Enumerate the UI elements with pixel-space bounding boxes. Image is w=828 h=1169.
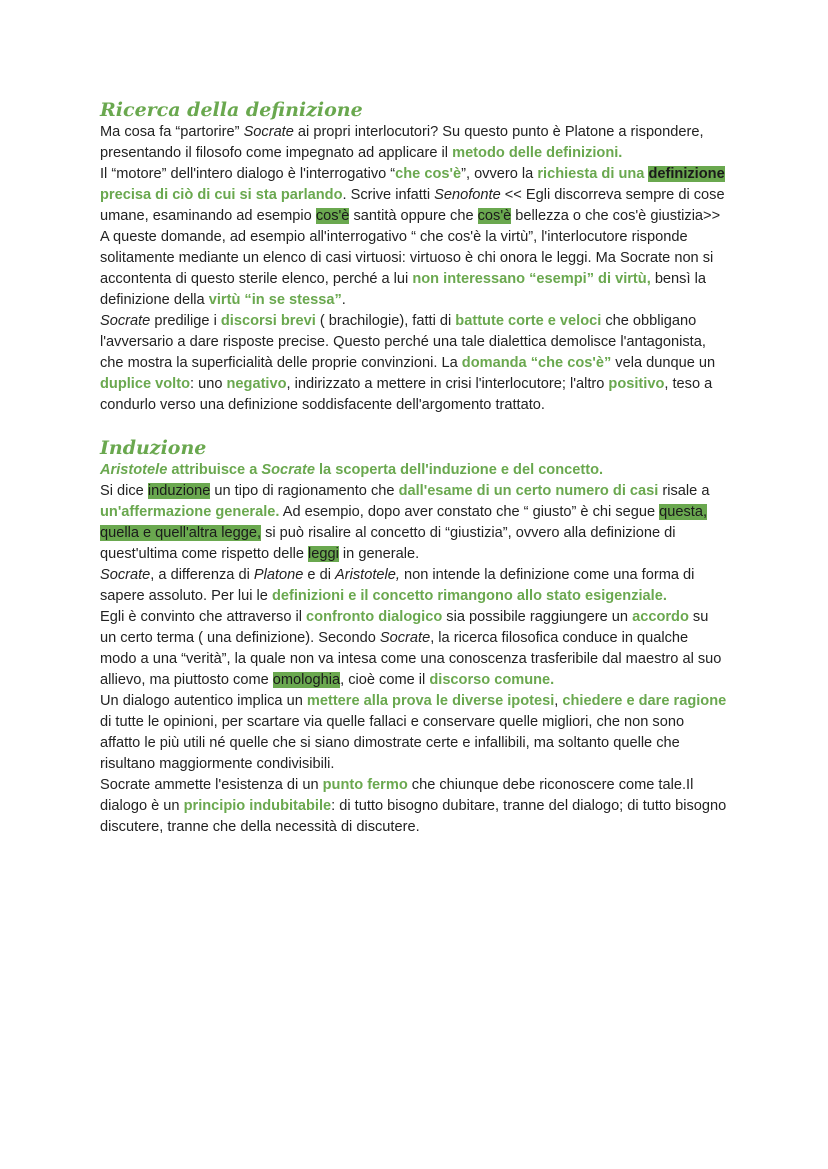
emphasis: la scoperta dell'induzione e del concetto. bbox=[314, 462, 604, 478]
paragraph bbox=[100, 227, 728, 311]
emphasis: precisa di ciò di cui si sta parlando bbox=[100, 187, 343, 203]
text-italic: Senofonte bbox=[434, 187, 501, 203]
paragraph bbox=[100, 481, 728, 565]
paragraph bbox=[100, 565, 728, 607]
text: Ad esempio, dopo aver constato che “ giusto” è chi segue bbox=[279, 504, 660, 520]
text: Egli è convinto che attraverso il bbox=[100, 609, 307, 625]
emphasis: un'affermazione generale. bbox=[100, 504, 280, 520]
text: , teso a condurlo verso una definizione soddisfacente dell'argomento trattato. bbox=[100, 376, 713, 413]
emphasis: negativo bbox=[226, 376, 287, 392]
paragraph bbox=[100, 164, 728, 227]
text-italic: Socrate bbox=[100, 567, 151, 583]
heading-ricerca-definizione: Ricerca della definizione bbox=[100, 99, 363, 121]
text-italic: Socrate bbox=[379, 630, 431, 646]
emphasis: principio indubitabile bbox=[183, 798, 332, 814]
paragraph bbox=[100, 460, 728, 481]
emphasis: discorsi brevi bbox=[220, 313, 316, 329]
text: , la ricerca filosofica conduce in qualche modo a una “verità”, la quale non va intesa come una conoscenza trasferibile dal maestro al suo allievo, ma piuttosto come bbox=[100, 630, 722, 688]
text: Si dice bbox=[100, 483, 148, 499]
text: . bbox=[341, 292, 346, 308]
text: ”, ovvero la bbox=[461, 166, 538, 182]
text: non intende la definizione come una forma di sapere assoluto. Per lui le bbox=[100, 567, 695, 604]
text: << Egli discorreva sempre di cose umane, esaminando ad esempio bbox=[100, 187, 725, 224]
emphasis: discorso comune. bbox=[429, 672, 555, 688]
text: Il “motore” dell'intero dialogo è l'interrogativo “ bbox=[100, 166, 396, 182]
text: . Scrive infatti bbox=[342, 187, 435, 203]
text: un tipo di ragionamento che bbox=[210, 483, 399, 499]
text: , cioè come il bbox=[340, 672, 430, 688]
paragraph bbox=[100, 775, 728, 838]
emphasis: definizioni e il concetto rimangono allo stato esigenziale. bbox=[271, 588, 667, 604]
text: bellezza o che cos'è giustizia>> bbox=[511, 208, 721, 224]
highlight: omologhia bbox=[272, 672, 341, 688]
highlight: leggi bbox=[308, 546, 339, 562]
text-italic: Platone bbox=[253, 567, 304, 583]
text: predilige i bbox=[150, 313, 221, 329]
paragraph bbox=[100, 607, 728, 691]
text: , indirizzato a mettere in crisi l'interlocutore; l'altro bbox=[286, 376, 609, 392]
emphasis: accordo bbox=[632, 609, 689, 625]
emphasis: mettere alla prova le diverse ipotesi bbox=[306, 693, 555, 709]
paragraph bbox=[100, 122, 728, 164]
section-ricerca-definizione bbox=[100, 98, 728, 416]
text: si può risalire al concetto di “giustizia”, ovvero alla definizione di quest'ultima come rispetto delle bbox=[100, 525, 676, 562]
emphasis: non interessano “esempi” di virtù, bbox=[412, 271, 651, 287]
paragraph bbox=[100, 691, 728, 775]
text: A queste domande, ad esempio all'interrogativo “ che cos'è la virtù”, l'interlocutore risponde solitamente mediante un elenco di casi virtuosi: virtuoso è chi onora le leggi. Ma Socrate non si accontenta di questo sterile elenco, perché a lui bbox=[100, 229, 714, 287]
section-induzione bbox=[100, 436, 728, 838]
text-italic: Aristotele, bbox=[335, 567, 400, 583]
highlight: induzione bbox=[147, 483, 211, 499]
text: Ma cosa fa “partorire” bbox=[100, 124, 244, 140]
text: vela dunque un bbox=[611, 355, 716, 371]
text: ai propri interlocutori? Su questo punto è Platone a rispondere, presentando il filosofo come impegnato ad applicare il bbox=[100, 124, 704, 161]
text: : di tutto bisogno dubitare, tranne del dialogo; di tutto bisogno discutere, tranne che della necessità di discutere. bbox=[100, 798, 727, 835]
text: sia possibile raggiungere un bbox=[442, 609, 633, 625]
emphasis: richiesta di una bbox=[537, 166, 645, 182]
emphasis: virtù “in se stessa” bbox=[208, 292, 342, 308]
text: che chiunque debe riconoscere come tale.Il dialogo è un bbox=[100, 777, 694, 814]
emphasis: chiedere e dare ragione bbox=[562, 693, 727, 709]
emphasis: attribuisce a bbox=[167, 462, 262, 478]
text: risale a bbox=[658, 483, 710, 499]
emphasis: punto fermo bbox=[322, 777, 408, 793]
text: bensì la definizione della bbox=[100, 271, 706, 308]
text: Un dialogo autentico implica un bbox=[100, 693, 307, 709]
emphasis-italic: Socrate bbox=[261, 462, 315, 478]
text: santità oppure che bbox=[349, 208, 478, 224]
text: : uno bbox=[190, 376, 227, 392]
text-italic: Socrate bbox=[243, 124, 294, 140]
emphasis: confronto dialogico bbox=[306, 609, 443, 625]
text-italic: Socrate bbox=[100, 313, 151, 329]
emphasis: che cos'è bbox=[395, 166, 462, 182]
text: Socrate ammette l'esistenza di un bbox=[100, 777, 323, 793]
emphasis: dall'esame di un certo numero di casi bbox=[398, 483, 659, 499]
highlight: cos'è bbox=[315, 208, 350, 224]
heading-induzione: Induzione bbox=[100, 437, 207, 459]
emphasis: battute corte e veloci bbox=[455, 313, 602, 329]
emphasis: duplice volto bbox=[100, 376, 190, 392]
emphasis-italic: Aristotele bbox=[100, 462, 168, 478]
text: , bbox=[554, 693, 563, 709]
text: , a differenza di bbox=[150, 567, 254, 583]
text: di tutte le opinioni, per scartare via quelle fallaci e conservare quelle migliori, che non sono affatto le più utili né quelle che si siano dimostrate certe e infallibili, ma soltanto quelle che risultano maggiormente condivisibili. bbox=[100, 714, 685, 772]
text: su un certo terma ( una definizione). Secondo bbox=[100, 609, 709, 646]
emphasis: domanda “che cos'è” bbox=[461, 355, 612, 371]
text: in generale. bbox=[338, 546, 420, 562]
paragraph bbox=[100, 311, 728, 416]
text: che obbligano l'avversario a dare risposte precise. Questo perché una tale dialettica demolisce l'antagonista, che mostra la superficialità delle proprie convinzioni. La bbox=[100, 313, 706, 371]
highlight: cos'è bbox=[477, 208, 512, 224]
text: e di bbox=[303, 567, 336, 583]
text: ( brachilogie), fatti di bbox=[315, 313, 456, 329]
highlight: questa, quella e quell'altra legge, bbox=[100, 504, 708, 541]
emphasis: positivo bbox=[608, 376, 665, 392]
highlight: definizione bbox=[648, 166, 725, 182]
emphasis: metodo delle definizioni. bbox=[452, 145, 623, 161]
